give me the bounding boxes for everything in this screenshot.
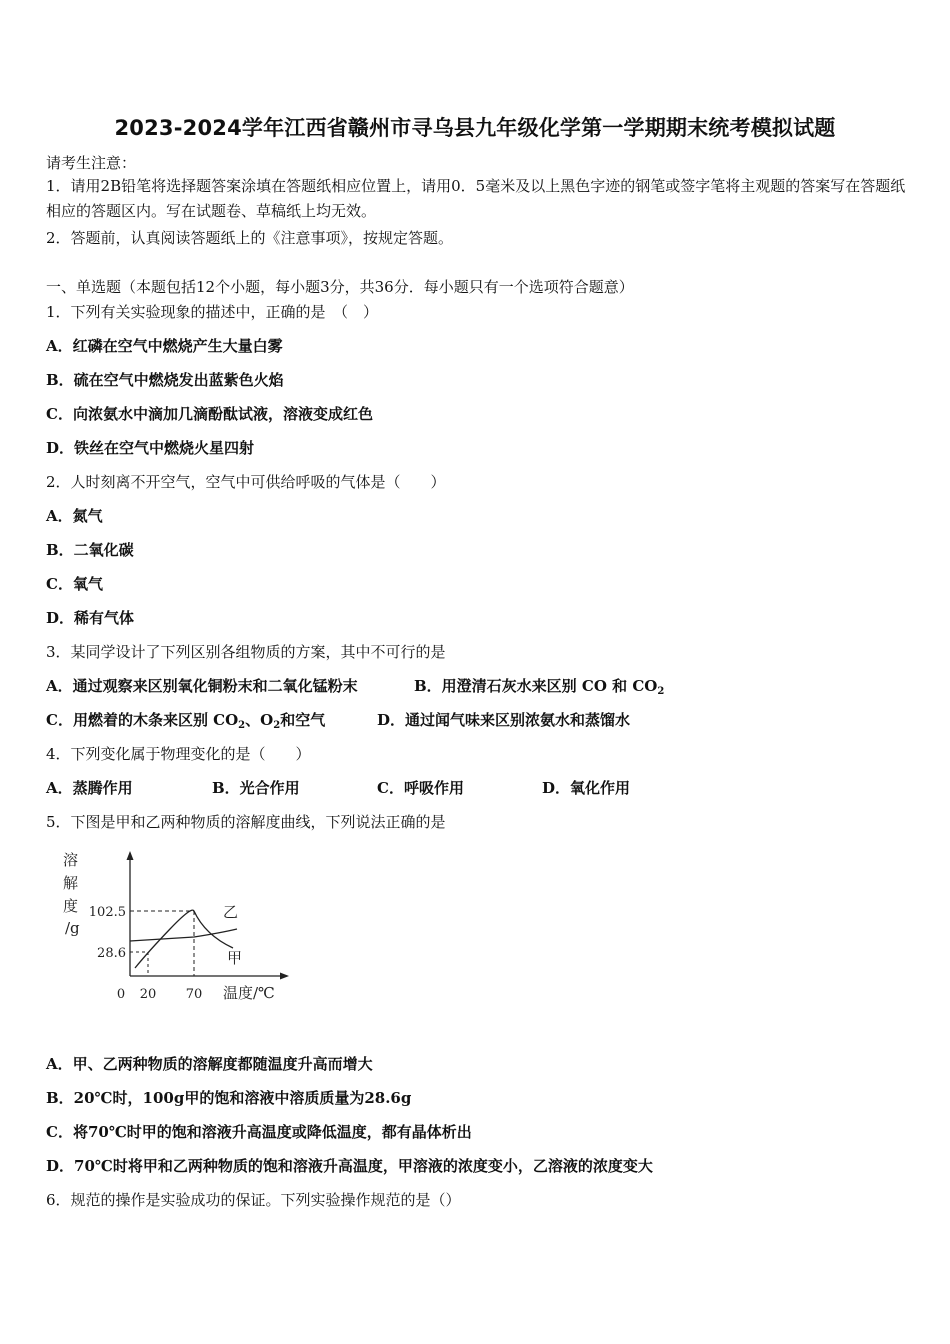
question-4-option-b: B．光合作用 — [212, 779, 300, 797]
question-3-option-b — [414, 675, 664, 697]
question-1-stem: 1．下列有关实验现象的描述中，正确的是 （ ） — [46, 303, 379, 321]
question-5-stem: 5．下图是甲和乙两种物质的溶解度曲线，下列说法正确的是 — [46, 813, 446, 831]
option-b-text: B．用澄清石灰水来区别 CO 和 CO — [414, 677, 658, 695]
x-axis-label: 温度/℃ — [223, 984, 275, 1002]
question-6-stem: 6．规范的操作是实验成功的保证。下列实验操作规范的是（） — [46, 1191, 461, 1209]
question-4-option-d: D．氧化作用 — [542, 779, 631, 797]
question-4-option-a: A．蒸腾作用 — [46, 779, 133, 797]
series-jia-line — [135, 910, 233, 968]
option-c-text: C．用燃着的木条来区别 CO — [46, 711, 239, 729]
y-axis-label: /g — [65, 919, 80, 937]
x-tick-label: 70 — [185, 987, 203, 1002]
question-5-option-a: A．甲、乙两种物质的溶解度都随温度升高而增大 — [46, 1055, 373, 1073]
question-1-option-b: B．硫在空气中燃烧发出蓝紫色火焰 — [46, 371, 284, 389]
option-c-mid: 、O — [245, 711, 274, 729]
question-3-stem: 3．某同学设计了下列区别各组物质的方案，其中不可行的是 — [46, 643, 446, 661]
subscript: 2 — [238, 720, 246, 731]
question-1-option-d: D．铁丝在空气中燃烧火星四射 — [46, 439, 255, 457]
page-title: 2023-2024学年江西省赣州市寻乌县九年级化学第一学期期末统考模拟试题 — [114, 116, 836, 140]
question-3-option-c — [46, 709, 325, 731]
y-axis-label: 解 — [63, 874, 79, 892]
subscript: 2 — [273, 720, 281, 731]
notice-heading: 请考生注意： — [46, 154, 137, 172]
question-2-option-c: C．氧气 — [46, 575, 103, 593]
x-axis-arrow — [280, 973, 289, 980]
x-tick-label: 20 — [139, 987, 157, 1002]
question-5-option-b: B．20℃时，100g甲的饱和溶液中溶质质量为28.6g — [46, 1089, 412, 1107]
y-axis-label: 溶 — [63, 851, 79, 869]
y-axis-label: 度 — [63, 897, 79, 915]
question-1-option-c: C．向浓氨水中滴加几滴酚酞试液，溶液变成红色 — [46, 405, 373, 423]
x-tick-label: 0 — [116, 987, 126, 1002]
y-axis-arrow — [127, 851, 134, 860]
question-2-option-d: D．稀有气体 — [46, 609, 135, 627]
question-3-option-a: A．通过观察来区别氧化铜粉末和二氧化锰粉末 — [46, 677, 358, 695]
question-4-option-c: C．呼吸作用 — [377, 779, 464, 797]
question-3-option-d: D．通过闻气味来区别浓氨水和蒸馏水 — [377, 711, 631, 729]
question-5-option-d: D．70℃时将甲和乙两种物质的饱和溶液升高温度，甲溶液的浓度变小，乙溶液的浓度变大 — [46, 1157, 653, 1175]
question-1-option-a: A．红磷在空气中燃烧产生大量白雾 — [46, 337, 283, 355]
question-2-option-b: B．二氧化碳 — [46, 541, 134, 559]
section-heading: 一、单选题（本题包括12个小题，每小题3分，共36分．每小题只有一个选项符合题意） — [46, 278, 634, 296]
y-tick-label: 28.6 — [97, 946, 126, 961]
option-c-post: 和空气 — [280, 711, 326, 729]
subscript: 2 — [657, 686, 665, 697]
notice-item-2: 2．答题前，认真阅读答题纸上的《注意事项》，按规定答题。 — [46, 229, 454, 247]
solubility-chart — [55, 845, 300, 1010]
notice-item-1: 1．请用2B铅笔将选择题答案涂填在答题纸相应位置上，请用0．5毫米及以上黑色字迹的钢笔或签字笔将主观题的答案写在答题纸相应的答题区内。写在试题卷、草稿纸上均无效。 — [46, 177, 906, 220]
question-2-option-a: A．氮气 — [46, 507, 103, 525]
question-4-stem: 4．下列变化属于物理变化的是（ ） — [46, 745, 311, 763]
question-2-stem: 2．人时刻离不开空气，空气中可供给呼吸的气体是（ ） — [46, 473, 446, 491]
series-label-yi: 乙 — [223, 903, 239, 921]
question-5-option-c: C．将70℃时甲的饱和溶液升高温度或降低温度，都有晶体析出 — [46, 1123, 472, 1141]
series-yi-line — [130, 929, 237, 941]
y-tick-label: 102.5 — [88, 905, 126, 920]
series-label-jia: 甲 — [227, 949, 243, 967]
